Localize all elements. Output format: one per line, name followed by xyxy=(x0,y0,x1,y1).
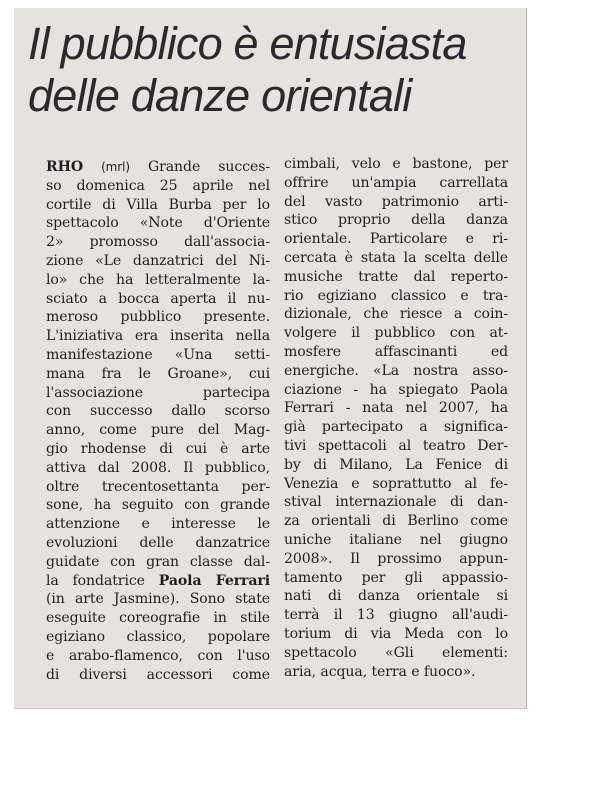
article-text-line: torium di via Meda con lo xyxy=(284,625,508,642)
article-text-line: tivi spettacoli al teatro Der- xyxy=(284,437,508,454)
article-text-line: dizionale, che riesce a coin- xyxy=(284,306,508,323)
article-text-line: 2008». Il prossimo appun- xyxy=(284,550,508,567)
article-text-line: l'associazione partecipa xyxy=(46,384,270,401)
article-text-line: cortile di Villa Burba per lo xyxy=(46,196,270,213)
article-text-line: del vasto patrimonio arti- xyxy=(284,193,508,210)
article-text-line: mana fra le Groane», cui xyxy=(46,365,270,382)
dateline-tag: (mrl) xyxy=(101,160,130,174)
first-line-text: Grande succes- xyxy=(129,159,270,175)
article-text-line: manifestazione «Una setti- xyxy=(46,346,270,363)
article-text-line: gio rhodense di cui è arte xyxy=(46,440,270,457)
founder-prefix: la fondatrice xyxy=(46,572,159,589)
article-text-line: mosfere affascinanti ed xyxy=(284,343,508,360)
article-text-line: so domenica 25 aprile nel xyxy=(46,177,270,194)
headline-line-1: Il pubblico è entusiasta xyxy=(28,18,467,69)
left-column-lines xyxy=(46,177,270,572)
article-text-line: sone, ha seguito con grande xyxy=(46,497,270,514)
article-text-line: di diversi accessori come xyxy=(46,666,270,683)
article-text-line: spettacolo «Note d'Oriente xyxy=(46,215,270,232)
right-column-lines xyxy=(284,155,508,681)
left-column xyxy=(46,158,270,684)
article-text-line: offrire un'ampia carrellata xyxy=(284,174,508,191)
article-text-line: oltre trecentosettanta per- xyxy=(46,478,270,495)
article-text-line: volgere il pubblico con at- xyxy=(284,325,508,342)
article-text-line: tamento per gli appassio- xyxy=(284,569,508,586)
headline xyxy=(28,18,467,122)
article-text-line: attenzione e interesse le xyxy=(46,516,270,533)
article-text-line: lo» che ha letteralmente la- xyxy=(46,271,270,288)
article-text-line: uniche italiane nel giugno xyxy=(284,531,508,548)
article-text-line: musiche tratte dal reperto- xyxy=(284,268,508,285)
article-text-line: eseguite coreografie in stile xyxy=(46,610,270,627)
article-text-line: zione «Le danzatrici del Ni- xyxy=(46,252,270,269)
article-text-line: stival internazionale di dan- xyxy=(284,494,508,511)
headline-line-2: delle danze orientali xyxy=(28,70,412,121)
article-text-line: guidate con gran classe dal- xyxy=(46,553,270,570)
article-text-line: energiche. «La nostra asso- xyxy=(284,362,508,379)
dateline-city: RHO xyxy=(46,159,84,175)
article-text-line: Ferrari - nata nel 2007, ha xyxy=(284,400,508,417)
article-text-line: spettacolo «Gli elementi: xyxy=(284,644,508,661)
article-text-line: sciato a bocca aperta il nu- xyxy=(46,290,270,307)
article-text-line: stico proprio della danza xyxy=(284,212,508,229)
article-text-line: 2» promosso dall'associa- xyxy=(46,234,270,251)
article-text-line: aria, acqua, terra e fuoco». xyxy=(284,663,476,680)
article-text-line: by di Milano, La Fenice di xyxy=(284,456,508,473)
first-line xyxy=(46,158,270,177)
article-text-line: anno, come pure del Mag- xyxy=(46,422,270,439)
left-column-lines-end xyxy=(46,590,270,684)
founder-name: Paola Ferrari xyxy=(158,572,270,589)
article-text-line: cercata è stata la scelta delle xyxy=(284,249,508,266)
article-text-line: terrà il 13 giugno all'audi- xyxy=(284,607,508,624)
article-text-line: ciazione - ha spiegato Paola xyxy=(284,381,508,398)
article-text-line: con successo dallo scorso xyxy=(46,403,270,420)
article-text-line: L'iniziativa era inserita nella xyxy=(46,328,270,345)
article-text-line: meroso pubblico presente. xyxy=(46,309,270,326)
article-text-line: e arabo-flamenco, con l'uso xyxy=(46,647,270,664)
article-text-line: za orientali di Berlino come xyxy=(284,513,508,530)
article-text-line: (in arte Jasmine). Sono state xyxy=(46,591,270,608)
article-text-line: attiva dal 2008. Il pubblico, xyxy=(46,459,270,476)
article-text-line: Venezia e soprattutto al fe- xyxy=(284,475,508,492)
article-text-line: già partecipato a significa- xyxy=(284,419,508,436)
article-text-line: cimbali, velo e bastone, per xyxy=(284,156,508,172)
founder-line xyxy=(46,572,270,591)
article-text-line: evoluzioni delle danzatrice xyxy=(46,534,270,551)
right-column xyxy=(284,155,508,681)
article-text-line: rio egiziano classico e tra- xyxy=(284,287,508,304)
article-text-line: orientale. Particolare e ri- xyxy=(284,231,508,248)
newspaper-clipping xyxy=(14,8,527,709)
article-text-line: egiziano classico, popolare xyxy=(46,628,270,645)
article-text-line: nati di danza orientale si xyxy=(284,588,508,605)
